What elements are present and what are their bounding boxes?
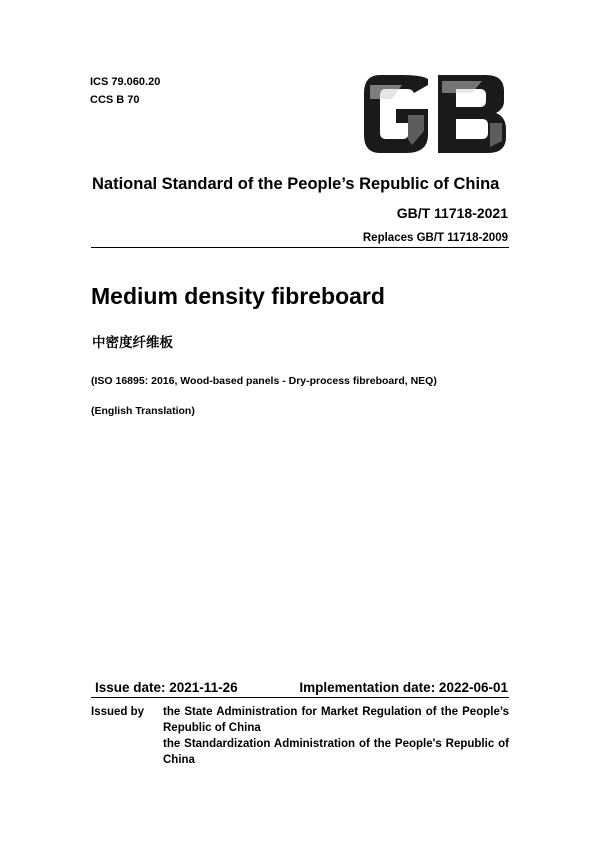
issue-date: Issue date: 2021-11-26 <box>95 680 238 695</box>
national-standard-title: National Standard of the People’s Republic of China <box>92 175 500 193</box>
ccs-code: CCS B 70 <box>90 94 140 106</box>
header-divider <box>91 247 509 248</box>
issuer-list <box>163 704 509 768</box>
issuer-samr: the State Administration for Market Regulation of the People’s Republic of China <box>163 706 509 734</box>
replaces-note: Replaces GB/T 11718-2009 <box>362 232 508 244</box>
issued-by-label: Issued by <box>91 706 145 718</box>
gb-logo <box>362 75 508 153</box>
classification-codes <box>90 73 160 109</box>
standard-number: GB/T 11718-2021 <box>396 205 508 221</box>
ics-code: ICS 79.060.20 <box>90 76 161 88</box>
translation-note: (English Translation) <box>91 405 195 417</box>
document-title-chinese: 中密度纤维板 <box>92 335 173 351</box>
iso-reference: (ISO 16895: 2016, Wood-based panels - Dry-process fibreboard, NEQ) <box>91 375 437 387</box>
footer-divider <box>91 697 509 698</box>
document-title: Medium density fibreboard <box>91 283 385 309</box>
issuer-sac: the Standardization Administration of the People's Republic of China <box>163 738 509 766</box>
implementation-date: Implementation date: 2022-06-01 <box>299 680 508 695</box>
